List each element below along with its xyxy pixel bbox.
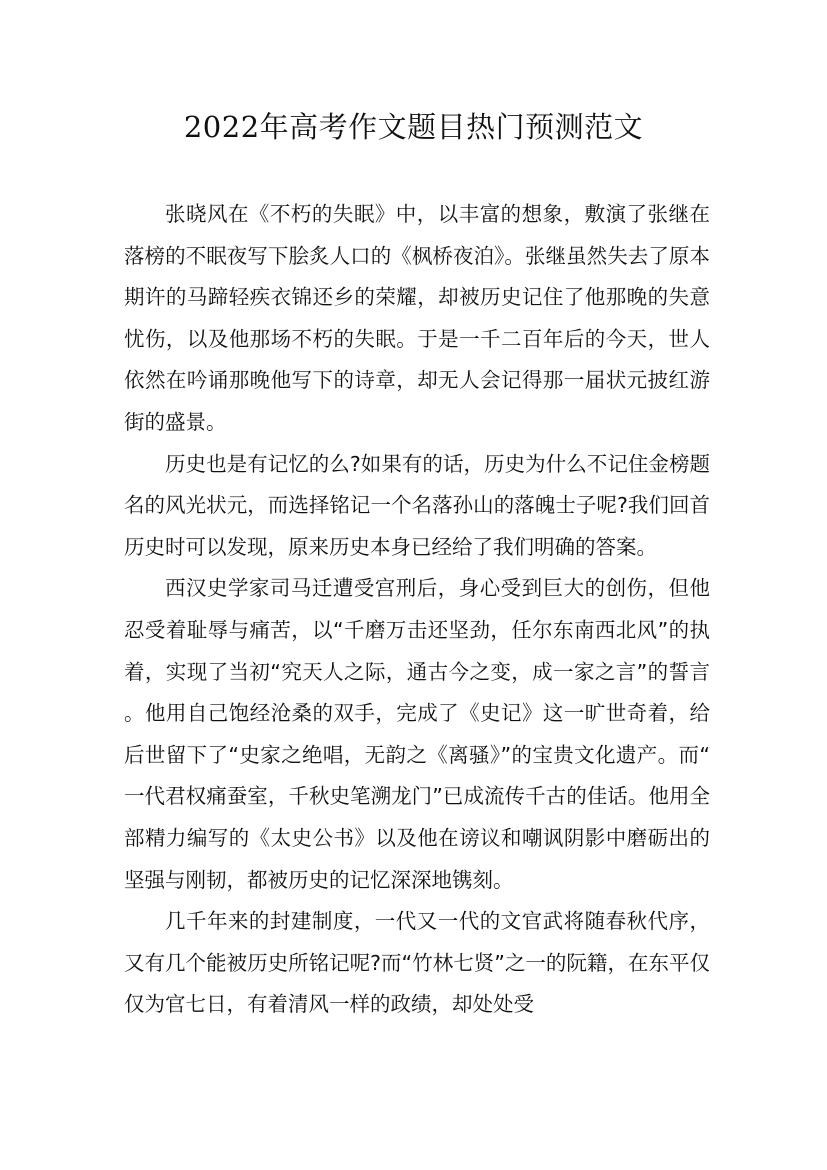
document-title: 2022年高考作文题目热门预测范文 [183, 110, 644, 144]
paragraph-1: 张晓风在《不朽的失眠》中，以丰富的想象，敷演了张继在落榜的不眠夜写下脍炙人口的《枫桥夜泊》。张继虽然失去了原本期许的马蹄轻疾衣锦还乡的荣耀，却被历史记住了他那晚的失意忧伤，以及他那场不朽的失眠。于是一千二百年后的今天，世人依然在吟诵那晚他写下的诗章，却无人会记得那一届状元披红游街的盛景。 [124, 202, 710, 434]
paragraph-3: 西汉史学家司马迁遭受宫刑后，身心受到巨大的创伤，但他忍受着耻辱与痛苦，以“千磨万击还坚劲，任尔东南西北风”的执着，实现了当初“究天人之际，通古今之变，成一家之言”的誓言。他用自己饱经沧桑的双手，完成了《史记》这一旷世奇着，给后世留下了“史家之绝唱，无韵之《离骚》”的宝贵文化遗产。而“一代君权痛蚕室，千秋史笔溯龙门”已成流传千古的佳话。他用全部精力编写的《太史公书》以及他在谤议和嘲讽阴影中磨砺出的坚强与刚韧，都被历史的记忆深深地镌刻。 [124, 576, 710, 892]
document-body [124, 194, 710, 1026]
paragraph-4: 几千年来的封建制度，一代又一代的文官武将随春秋代序，又有几个能被历史所铭记呢?而“竹林七贤”之一的阮籍，在东平仅仅为官七日，有着清风一样的政绩，却处处受 [124, 909, 710, 1017]
paragraph-2: 历史也是有记忆的么?如果有的话，历史为什么不记住金榜题名的风光状元，而选择铭记一个名落孙山的落魄士子呢?我们回首历史时可以发现，原来历史本身已经给了我们明确的答案。 [124, 451, 710, 559]
